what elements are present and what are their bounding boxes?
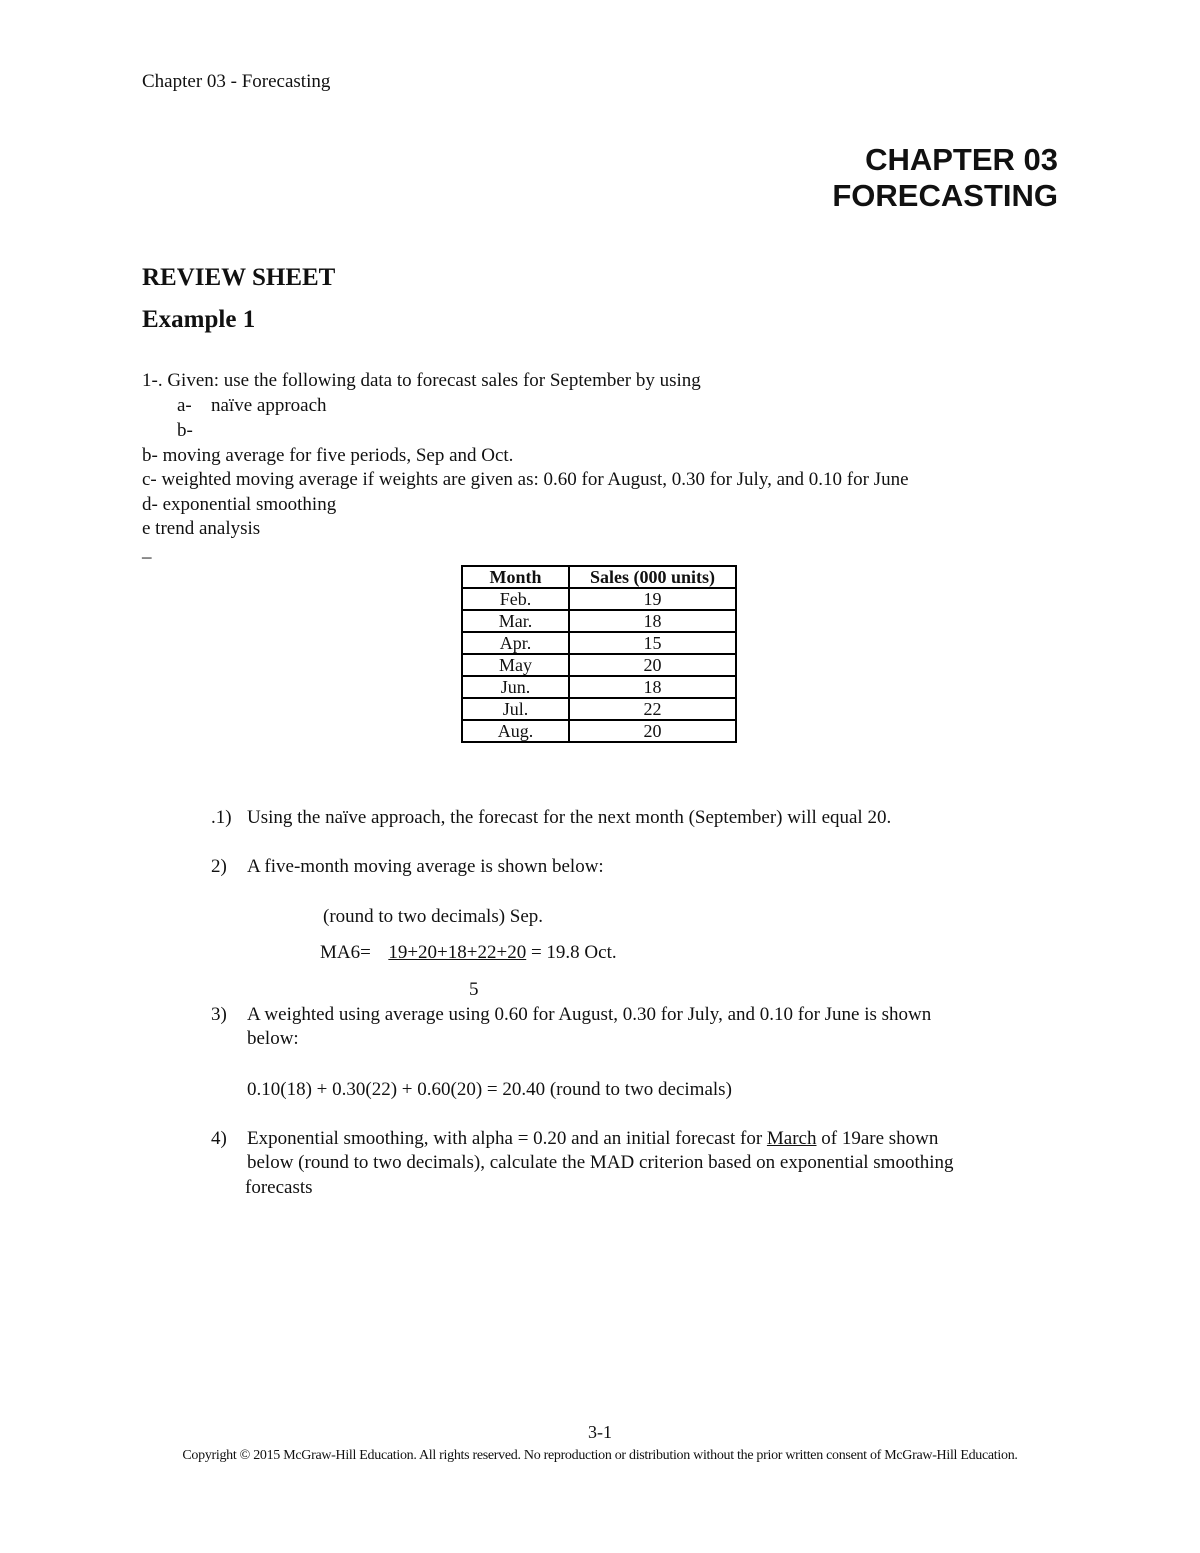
answer-1-number: .1) [211, 807, 232, 828]
table-row [462, 632, 736, 654]
table-row [462, 610, 736, 632]
question-intro: 1-. Given: use the following data to forecast sales for September by using [142, 370, 701, 391]
answer-4-march: March [766, 1128, 817, 1149]
sales-cell: 19 [569, 588, 736, 610]
table-row [462, 676, 736, 698]
answer-4-line3: forecasts [245, 1177, 313, 1198]
item-e-text: e trend analysis [142, 518, 261, 539]
table-row [462, 654, 736, 676]
page-number: 3-1 [588, 1422, 612, 1442]
chapter-title [832, 142, 1058, 214]
month-cell: Aug. [462, 720, 569, 742]
answer-2-round-note: (round to two decimals) Sep. [323, 906, 544, 927]
example-heading: Example 1 [142, 306, 256, 333]
answer-1-text: Using the naïve approach, the forecast for the next month (September) will equal 20. [247, 807, 892, 828]
running-head: Chapter 03 - Forecasting [142, 71, 331, 92]
review-sheet-heading: REVIEW SHEET [142, 264, 336, 291]
sales-cell: 18 [569, 676, 736, 698]
answer-2-formula [320, 941, 617, 965]
month-cell: Jun. [462, 676, 569, 698]
month-cell: Mar. [462, 610, 569, 632]
sales-cell: 18 [569, 610, 736, 632]
column-header-month: Month [462, 566, 569, 588]
answer-3-calculation: 0.10(18) + 0.30(22) + 0.60(20) = 20.40 (round to two decimals) [247, 1079, 732, 1100]
sales-cell: 20 [569, 654, 736, 676]
moving-average-label: MA6= [320, 942, 371, 963]
copyright-notice: Copyright © 2015 McGraw-Hill Education. All rights reserved. No reproduction or distribution without the prior written consent of McGraw-Hill Education. [182, 1448, 1018, 1463]
month-cell: Feb. [462, 588, 569, 610]
item-c-text: c- weighted moving average if weights are given as: 0.60 for August, 0.30 for July, and 0.10 for June [142, 469, 909, 490]
table-row [462, 698, 736, 720]
answer-3-line2: below: [247, 1028, 299, 1049]
moving-average-result: = 19.8 Oct. [530, 942, 617, 963]
answer-3-number: 3) [211, 1004, 227, 1025]
item-d-text: d- exponential smoothing [142, 494, 337, 515]
answer-4-pre: Exponential smoothing, with alpha = 0.20 and an initial forecast for [247, 1128, 767, 1149]
column-header-sales: Sales (000 units) [569, 566, 736, 588]
table-row [462, 588, 736, 610]
sales-cell: 20 [569, 720, 736, 742]
item-a-text: naïve approach [211, 395, 327, 416]
answer-3-line1: A weighted using average using 0.60 for August, 0.30 for July, and 0.10 for June is shown [247, 1004, 932, 1025]
answer-2-number: 2) [211, 856, 227, 877]
month-cell: Apr. [462, 632, 569, 654]
chapter-title-line1: CHAPTER 03 [865, 142, 1058, 177]
answer-4-number: 4) [211, 1128, 227, 1149]
table-row [462, 720, 736, 742]
item-b-text: b- moving average for five periods, Sep and Oct. [142, 445, 514, 466]
sales-table [461, 565, 737, 743]
item-b-marker: b- [177, 420, 193, 441]
table-header-row [462, 566, 736, 588]
month-cell: Jul. [462, 698, 569, 720]
answer-4-post: of 19are shown [816, 1128, 939, 1149]
item-a-marker: a- [177, 395, 192, 416]
sales-cell: 22 [569, 698, 736, 720]
moving-average-numerator: 19+20+18+22+20 [388, 942, 527, 963]
chapter-title-line2: FORECASTING [832, 178, 1058, 213]
answer-4-line1 [247, 1127, 938, 1151]
sales-cell: 15 [569, 632, 736, 654]
moving-average-denominator: 5 [469, 979, 479, 1000]
month-cell: May [462, 654, 569, 676]
answer-4-line2: below (round to two decimals), calculate the MAD criterion based on exponential smoothing [247, 1152, 954, 1173]
stray-mark: _ [142, 540, 152, 561]
answer-2-text: A five-month moving average is shown below: [247, 856, 604, 877]
